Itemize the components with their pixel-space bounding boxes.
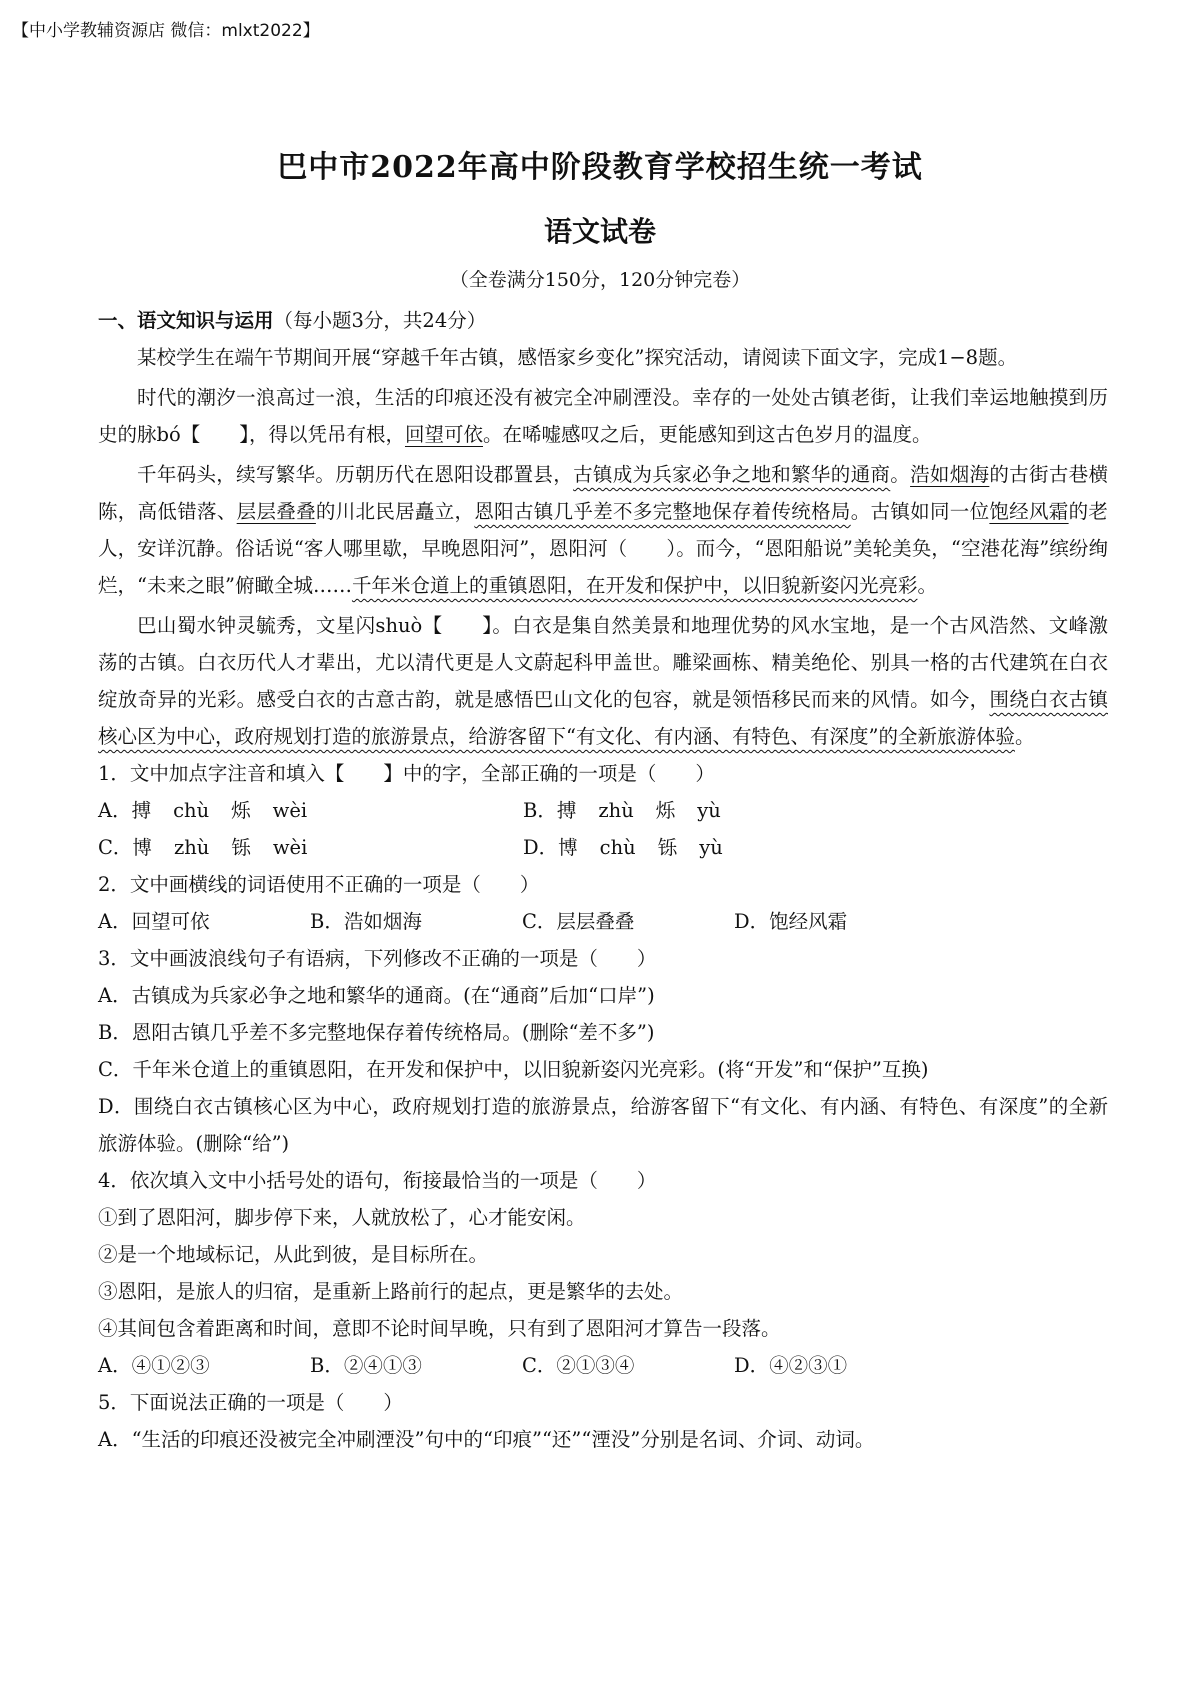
option-char: 搏 — [556, 799, 577, 822]
p2-underlined-2: 层层叠叠 — [236, 500, 316, 523]
question-4-option-c[interactable]: C．②①③④ — [522, 1354, 635, 1377]
option-pinyin: wèi — [272, 836, 308, 859]
p2-wavy-3: 千年米仓道上的重镇恩阳，在开发和保护中，以旧貌新姿闪光亮彩 — [351, 574, 918, 597]
question-1-options-row-2 — [98, 829, 1108, 866]
p1-underlined-1: 回望可依 — [404, 423, 483, 446]
p2-text-c: 的古街古巷横陈，高低错落、 — [98, 463, 1108, 523]
option-pinyin: chù — [599, 836, 636, 859]
p2-text-b: 。 — [890, 463, 911, 486]
question-1-option-b[interactable] — [523, 792, 948, 829]
passage-paragraph-2 — [98, 456, 1108, 604]
option-pinyin: chù — [173, 799, 210, 822]
question-4-sentence-2: ②是一个地域标记，从此到彼，是目标所在。 — [98, 1243, 489, 1266]
question-4-stem: 4．依次填入文中小括号处的语句，衔接最恰当的一项是（ ） — [98, 1169, 657, 1192]
p3-text-a: 巴山蜀水钟灵毓秀，文星闪shuò【 】。白衣是集自然美景和地理优势的风水宝地，是一个古风浩然、文峰激荡的古镇。白衣历代人才辈出，尤以清代更是人文蔚起科甲盖世。雕梁画栋、精美绝伦、别具一格的古代建筑在白衣绽放奇异的光彩。感受白衣的古意古韵，就是感悟巴山文化的包容，就是领悟移民而来的风情。如今， — [98, 614, 1108, 711]
question-4-option-a[interactable]: A．④①②③ — [98, 1354, 210, 1377]
question-2-option-b[interactable]: B．浩如烟海 — [310, 910, 422, 933]
question-2-option-c[interactable]: C．层层叠叠 — [522, 910, 635, 933]
p1-text-b: 。在唏嘘感叹之后，更能感知到这古色岁月的温度。 — [483, 423, 932, 446]
question-4-sentence-3: ③恩阳，是旅人的归宿，是重新上路前行的起点，更是繁华的去处。 — [98, 1280, 684, 1303]
option-letter: B． — [523, 799, 557, 822]
question-5-stem: 5．下面说法正确的一项是（ ） — [98, 1391, 403, 1414]
exam-content — [98, 302, 1108, 1458]
question-3-option-b[interactable]: B．恩阳古镇几乎差不多完整地保存着传统格局。(删除“差不多”) — [98, 1021, 655, 1044]
option-pinyin: wèi — [272, 799, 308, 822]
option-char: 铄 — [657, 836, 678, 859]
option-char: 铄 — [231, 836, 251, 859]
p2-wavy-1: 古镇成为兵家必争之地和繁华的通商 — [573, 463, 891, 486]
question-1-stem: 1．文中加点字注音和填入【 】中的字，全部正确的一项是（ ） — [98, 762, 715, 785]
score-time-note: （全卷满分150分，120分钟完卷） — [449, 269, 751, 291]
question-3-stem: 3．文中画波浪线句子有语病，下列修改不正确的一项是（ ） — [98, 947, 657, 970]
option-char: 烁 — [231, 799, 251, 822]
option-letter: A． — [98, 799, 132, 822]
option-char: 搏 — [131, 799, 152, 822]
section-title: 一、语文知识与运用 — [98, 309, 274, 332]
question-3-option-a[interactable]: A．古镇成为兵家必争之地和繁华的通商。(在“通商”后加“口岸”) — [98, 984, 655, 1007]
question-1-option-a[interactable] — [98, 792, 523, 829]
question-2-stem: 2．文中画横线的词语使用不正确的一项是（ ） — [98, 873, 540, 896]
question-2-option-a[interactable]: A．回望可依 — [98, 910, 210, 933]
question-1-option-d[interactable] — [523, 829, 948, 866]
p2-text-a: 千年码头，续写繁华。历朝历代在恩阳设郡置县， — [137, 463, 574, 486]
watermark: 【中小学教辅资源店 微信：mlxt2022】 — [12, 21, 320, 41]
p2-text-d: 的川北民居矗立， — [315, 500, 475, 523]
option-letter: C． — [98, 836, 133, 859]
passage-paragraph-1 — [98, 379, 1108, 453]
option-char: 博 — [132, 836, 152, 859]
question-4-sentence-4: ④其间包含着距离和时间，意即不论时间早晚，只有到了恩阳河才算告一段落。 — [98, 1317, 781, 1340]
option-char: 烁 — [655, 799, 676, 822]
option-pinyin: yù — [699, 836, 723, 859]
option-char: 博 — [558, 836, 578, 859]
section-score-note: （每小题3分，共24分） — [273, 309, 487, 332]
p1-text-a: 时代的潮汐一浪高过一浪，生活的印痕还没有被完全冲刷湮没。幸存的一处处古镇老街，让我们幸运地触摸到历史的脉bó【 】，得以凭吊有根， — [98, 386, 1108, 446]
exam-subtitle: 语文试卷 — [543, 215, 656, 248]
p3-text-b: 。 — [1014, 725, 1035, 748]
p2-wavy-2: 恩阳古镇几乎差不多完整地保存着传统格局 — [474, 500, 851, 523]
question-1-option-c[interactable] — [98, 829, 523, 866]
option-pinyin: yù — [697, 799, 721, 822]
question-4-option-d[interactable]: D．④②③① — [734, 1354, 848, 1377]
passage-paragraph-3 — [98, 607, 1108, 755]
question-2-options — [98, 903, 1108, 940]
task-intro: 某校学生在端午节期间开展“穿越千年古镇，感悟家乡变化”探究活动，请阅读下面文字，完成1−8题。 — [137, 346, 1018, 369]
p2-text-f: 的老人，安详沉静。俗话说“客人哪里歇，早晚恩阳河”，恩阳河（ ）。而今，“恩阳船说”美轮美奂，“空港花海”缤纷绚烂，“未来之眼”俯瞰全城…… — [98, 500, 1108, 597]
question-1-options-row-1 — [98, 792, 1108, 829]
question-4-options — [98, 1347, 1108, 1384]
question-4-sentence-1: ①到了恩阳河，脚步停下来，人就放松了，心才能安闲。 — [98, 1206, 586, 1229]
option-pinyin: zhù — [598, 799, 634, 822]
option-letter: D． — [523, 836, 559, 859]
exam-title: 巴中市2022年高中阶段教育学校招生统一考试 — [277, 150, 923, 185]
p3-wavy-1: 围绕白衣古镇核心区为中心，政府规划打造的旅游景点，给游客留下“有文化、有内涵、有特色、有深度”的全新旅游体验 — [98, 688, 1108, 748]
question-5-option-a[interactable]: A．“生活的印痕还没被完全冲刷湮没”句中的“印痕”“还”“湮没”分别是名词、介词、动词。 — [98, 1428, 875, 1451]
question-4-option-b[interactable]: B．②④①③ — [310, 1354, 422, 1377]
question-3-option-d[interactable]: D．围绕白衣古镇核心区为中心，政府规划打造的旅游景点，给游客留下“有文化、有内涵、有特色、有深度”的全新旅游体验。(删除“给”) — [98, 1095, 1108, 1155]
p2-text-e: 。古镇如同一位 — [850, 500, 990, 523]
question-2-option-d[interactable]: D．饱经风霜 — [734, 910, 848, 933]
section-heading — [98, 302, 1108, 339]
p2-text-g: 。 — [917, 574, 937, 597]
question-3-option-c[interactable]: C．千年米仓道上的重镇恩阳，在开发和保护中，以旧貌新姿闪光亮彩。(将“开发”和“保护”互换) — [98, 1058, 929, 1081]
p2-underlined-3: 饱经风霜 — [989, 500, 1069, 523]
p2-underlined-1: 浩如烟海 — [910, 463, 990, 486]
option-pinyin: zhù — [173, 836, 210, 859]
